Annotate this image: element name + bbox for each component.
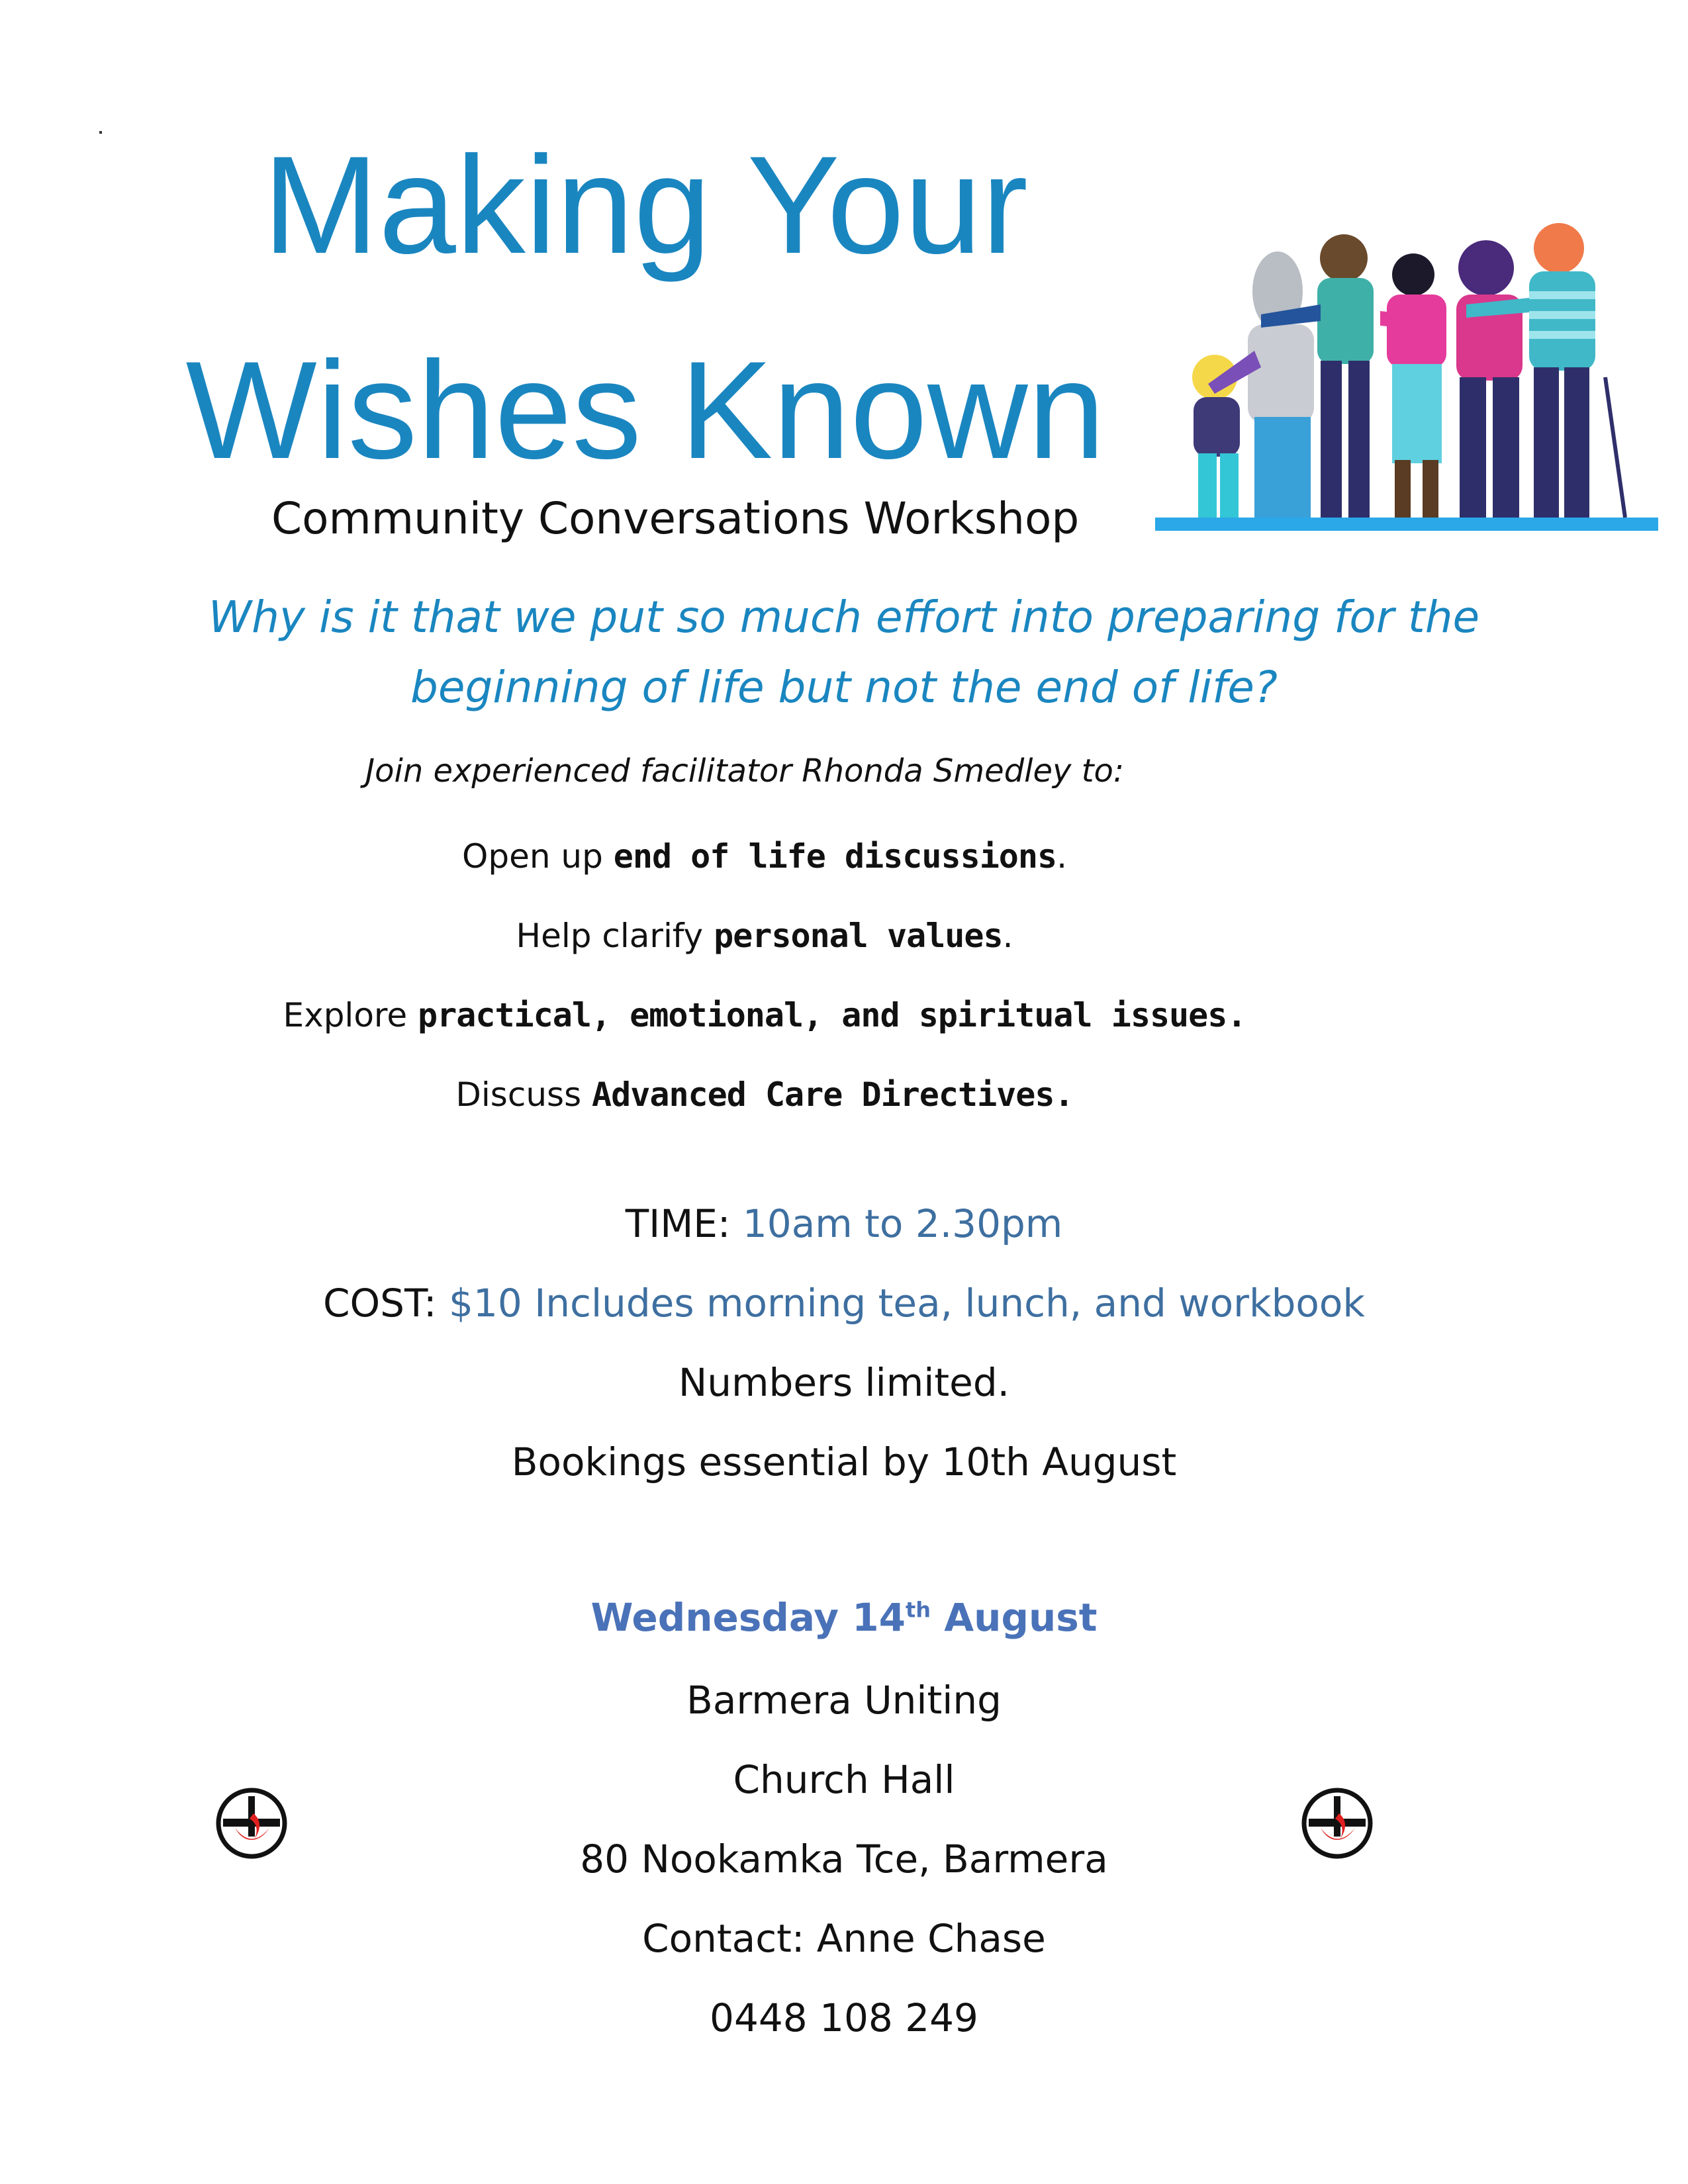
people-group-illustration — [1155, 212, 1658, 543]
subtitle: Community Conversations Workshop — [271, 493, 1080, 544]
bullet-item: Explore practical, emotional, and spiritual issues. — [283, 996, 1246, 1034]
join-line: Join experienced facilitator Rhonda Smedley to: — [365, 752, 1125, 790]
bullet-item: Help clarify personal values. — [516, 917, 1013, 955]
venue-line-2: Church Hall — [733, 1757, 955, 1802]
title-line-1: Making Your — [263, 127, 1028, 283]
bullet-item: Discuss Advanced Care Directives. — [455, 1075, 1074, 1114]
uniting-church-logo-icon — [215, 1787, 288, 1860]
contact-phone: 0448 108 249 — [710, 1995, 978, 2040]
bullet-item: Open up end of life discussions. — [461, 837, 1068, 876]
event-date: Wednesday 14th August — [590, 1595, 1098, 1640]
stray-mark — [99, 131, 102, 134]
contact-name: Contact: Anne Chase — [642, 1916, 1046, 1961]
venue-address: 80 Nookamka Tce, Barmera — [580, 1837, 1108, 1882]
intro-question: Why is it that we put so much effort into preparing for the beginning of life but not the end of life? — [208, 592, 1480, 713]
cost-line: COST: $10 Includes morning tea, lunch, and workbook — [323, 1281, 1365, 1326]
bookings-line: Bookings essential by 10th August — [511, 1439, 1177, 1484]
venue-line-1: Barmera Uniting — [686, 1678, 1002, 1723]
title-line-2: Wishes Known — [185, 332, 1105, 488]
uniting-church-logo-icon — [1301, 1787, 1374, 1860]
time-line: TIME: 10am to 2.30pm — [625, 1201, 1063, 1246]
numbers-line: Numbers limited. — [678, 1360, 1010, 1405]
